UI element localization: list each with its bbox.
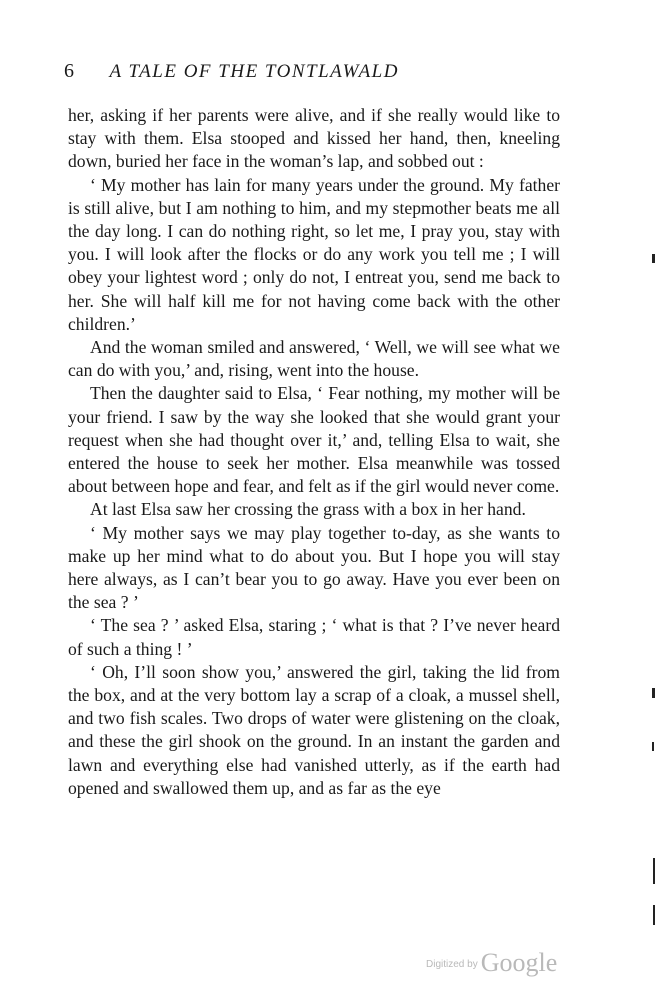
digitized-watermark bbox=[426, 948, 557, 978]
running-title: A TALE OF THE TONTLAWALD bbox=[109, 61, 399, 82]
paragraph: ‘ My mother has lain for many years under the ground. My father is still alive, but I am nothing to him, and my stepmother beats me all the day long. I can do nothing right, so let me, I pray you, stay with you. I will look after the flocks or do any work you tell me ; I will obey your lightest word ; only do not, I entreat you, send me back to her. She will half kill me for not having come back with the other children.’ bbox=[68, 174, 560, 334]
paragraph: her, asking if her parents were alive, and if she really would like to stay with them. Elsa stooped and kissed her hand, then, kneeling down, buried her face in the woman’s lap, and sobbed out : bbox=[68, 105, 560, 172]
paragraph: ‘ The sea ? ’ asked Elsa, staring ; ‘ what is that ? I’ve never heard of such a thing ! ’ bbox=[68, 615, 560, 659]
google-logo: Google bbox=[480, 948, 558, 977]
paragraph: Then the daughter said to Elsa, ‘ Fear nothing, my mother will be your friend. I saw by the way she looked that she would grant your request when she had thought over it,’ and, telling Elsa to wait, she entered the house to seek her mother. Elsa meanwhile was tossed about between hope and fear, and felt as if the girl would never come. bbox=[68, 383, 560, 497]
running-header bbox=[64, 60, 564, 90]
paragraph: At last Elsa saw her crossing the grass with a box in her hand. bbox=[90, 499, 526, 520]
scan-edge-mark bbox=[652, 742, 654, 751]
paragraph: And the woman smiled and answered, ‘ Well, we will see what we can do with you,’ and, rising, went into the house. bbox=[68, 337, 560, 381]
body-text bbox=[68, 104, 560, 800]
page-number: 6 bbox=[64, 60, 76, 82]
scan-edge-mark bbox=[652, 688, 655, 698]
scan-edge-mark bbox=[653, 858, 655, 884]
paragraph: ‘ Oh, I’ll soon show you,’ answered the girl, taking the lid from the box, and at the very bottom lay a scrap of a cloak, a mussel shell, and two fish scales. Two drops of water were glistening on the cloak, and these the girl shook on the ground. In an instant the garden and lawn and everything else had vanished utterly, as if the earth had opened and swallowed them up, and as far as the eye bbox=[68, 661, 560, 798]
paragraph: ‘ My mother says we may play together to-day, as she wants to make up her mind what to do about you. But I hope you will stay here always, as I can’t bear you to go away. Have you ever been on the sea ? ’ bbox=[68, 522, 560, 613]
scan-edge-mark bbox=[652, 254, 655, 263]
watermark-prefix: Digitized by bbox=[426, 959, 478, 970]
scan-edge-mark bbox=[653, 905, 655, 925]
